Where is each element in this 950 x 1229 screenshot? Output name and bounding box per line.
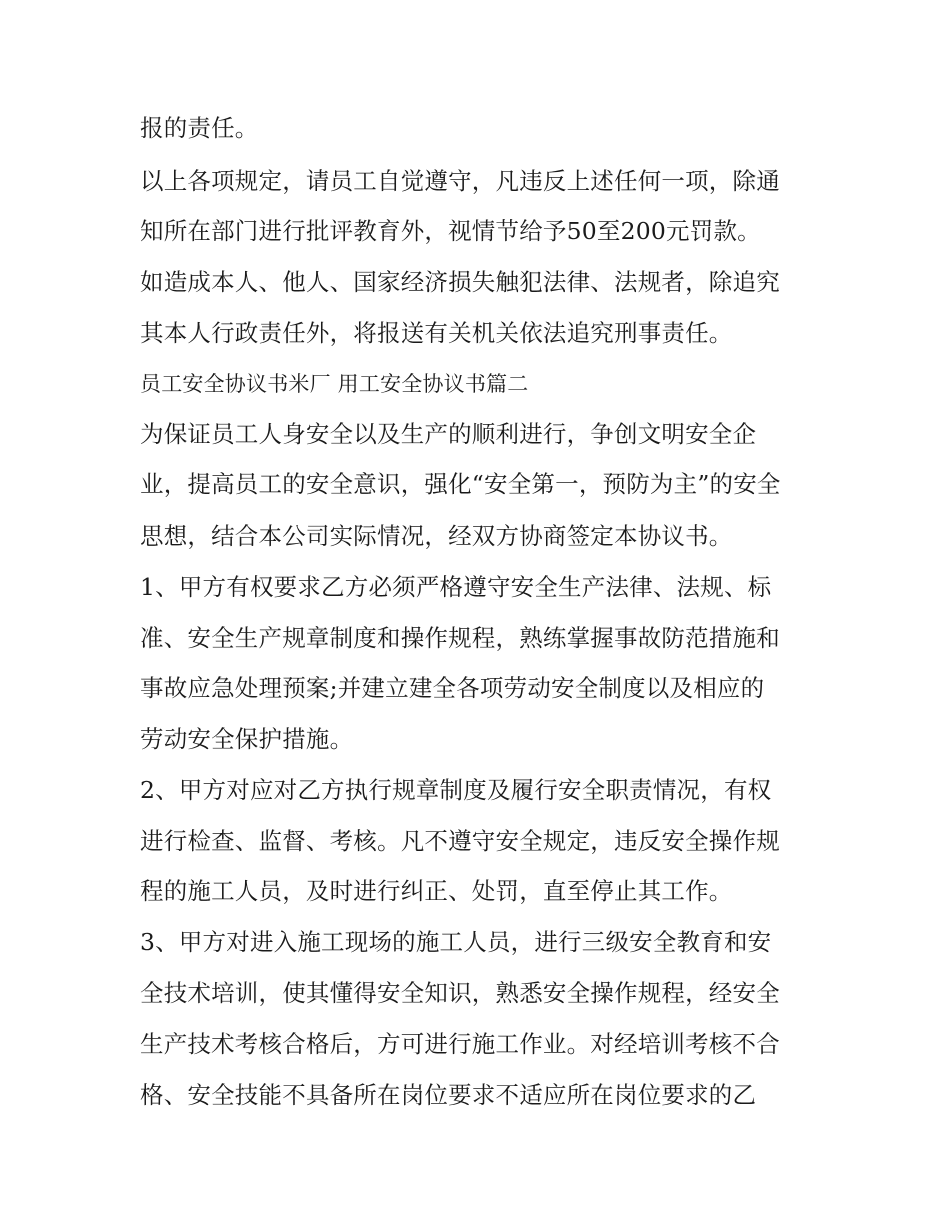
paragraph-line: 业，提高员工的安全意识，强化“安全第一，预防为主”的安全 [140, 470, 781, 498]
paragraph-line: 为保证员工人身安全以及生产的顺利进行，争创文明安全企 [140, 420, 757, 448]
paragraph-line: 格、安全技能不具备所在岗位要求不适应所在岗位要求的乙 [140, 1081, 757, 1109]
paragraph-line: 2、甲方对应对乙方执行规章制度及履行安全职责情况，有权 [140, 776, 772, 804]
paragraph-line: 事故应急处理预案;并建立建全各项劳动安全制度以及相应的 [140, 674, 765, 702]
paragraph-line: 以上各项规定，请员工自觉遵守，凡违反上述任何一项，除通 [140, 167, 780, 195]
paragraph-line: 知所在部门进行批评教育外，视情节给予50至200元罚款。 [140, 217, 761, 245]
paragraph-line: 如造成本人、他人、国家经济损失触犯法律、法规者，除追究 [140, 268, 780, 296]
paragraph-line: 程的施工人员，及时进行纠正、处罚，直至停止其工作。 [140, 877, 733, 905]
paragraph-line: 进行检查、监督、考核。凡不遵守安全规定，违反安全操作规 [140, 827, 780, 855]
paragraph-line: 报的责任。 [140, 114, 259, 142]
paragraph-line: 3、甲方对进入施工现场的施工人员，进行三级安全教育和安 [140, 928, 772, 956]
paragraph-line: 劳动安全保护措施。 [140, 725, 354, 753]
paragraph-line: 1、甲方有权要求乙方必须严格遵守安全生产法律、法规、标 [140, 573, 772, 601]
paragraph-line: 思想，结合本公司实际情况，经双方协商签定本协议书。 [140, 522, 733, 550]
paragraph-line: 准、安全生产规章制度和操作规程，熟练掌握事故防范措施和 [140, 624, 780, 652]
paragraph-line: 其本人行政责任外，将报送有关机关依法追究刑事责任。 [140, 319, 733, 347]
paragraph-line: 全技术培训，使其懂得安全知识，熟悉安全操作规程，经安全 [140, 979, 780, 1007]
section-heading: 员工安全协议书米厂 用工安全协议书篇二 [140, 372, 529, 396]
paragraph-line: 生产技术考核合格后，方可进行施工作业。对经培训考核不合 [140, 1030, 780, 1058]
